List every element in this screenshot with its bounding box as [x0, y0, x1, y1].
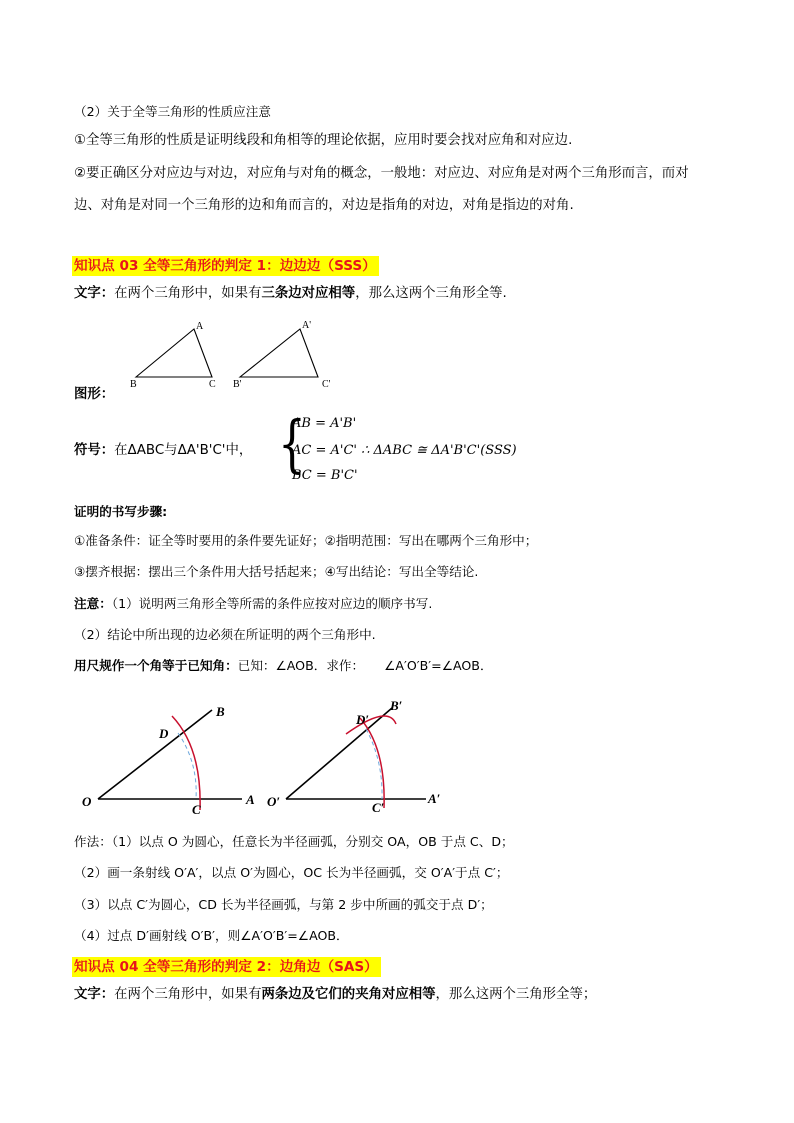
- sss-triangles-figure: [120, 315, 360, 391]
- label-b: B: [130, 379, 137, 390]
- note-2: （2）结论中所出现的边必须在所证明的两个三角形中.: [74, 627, 376, 642]
- label-c: C: [209, 379, 216, 390]
- paragraph-1: ①全等三角形的性质是证明线段和角相等的理论依据，应用时要会找对应角和对应边.: [74, 133, 573, 148]
- label-b-prime-ray: B′: [390, 698, 403, 713]
- label-a-ray: A: [246, 792, 255, 807]
- triangle-a-prime-b-prime-c-prime: [233, 320, 331, 390]
- k4-text: 文字：在两个三角形中，如果有两条边及它们的夹角对应相等，那么这两个三角形全等；: [74, 987, 597, 1002]
- figure-label: 图形：: [74, 387, 115, 402]
- label-d-prime-point: D′: [356, 712, 370, 727]
- equation-ab: AB = A'B': [292, 416, 357, 431]
- method-step-3: （3）以点 C′为圆心，CD 长为半径画弧，与第 2 步中所画的弧交于点 D′；: [74, 897, 493, 912]
- k3-text: 文字：在两个三角形中，如果有三条边对应相等，那么这两个三角形全等.: [74, 286, 507, 301]
- symbol-line: 符号：在ΔABC与ΔA'B'C'中，: [74, 443, 253, 458]
- given-angle-aob: [82, 704, 255, 817]
- heading-k3: 知识点 03 全等三角形的判定 1：边边边（SSS）: [72, 256, 379, 276]
- label-a-prime-ray: A′: [428, 791, 441, 806]
- label-a-prime: A': [302, 320, 312, 331]
- triangle-abc: [130, 321, 216, 390]
- proof-step-1: ①准备条件：证全等时要用的条件要先证好；②指明范围：写出在哪两个三角形中；: [74, 533, 538, 548]
- constructed-angle-a-prime-o-prime-b-prime: [267, 698, 441, 815]
- proof-step-2: ③摆齐根据：摆出三个条件用大括号括起来；④写出结论：写出全等结论.: [74, 564, 479, 579]
- equation-bc: BC = B'C': [292, 468, 358, 483]
- heading-k4: 知识点 04 全等三角形的判定 2：边角边（SAS）: [72, 957, 381, 977]
- proof-steps-title: 证明的书写步骤:: [74, 504, 168, 519]
- method-step-2: （2）画一条射线 O′A′，以点 O′为圆心，OC 长为半径画弧，交 O′A′于点 C′；: [74, 865, 509, 880]
- label-b-ray: B: [216, 704, 225, 719]
- angle-construction-figure: [70, 696, 470, 826]
- equation-ac: AC = A'C' ∴ ΔABC ≅ ΔA'B'C'(SSS): [292, 443, 517, 458]
- ruler-construction-title: 用尺规作一个角等于已知角：已知：∠AOB．求作： ∠A′O′B′=∠AOB．: [74, 658, 493, 673]
- label-d-point: D: [159, 726, 169, 741]
- label-a: A: [196, 321, 204, 332]
- paragraph-2b: 边、对角是对同一个三角形的边和角而言的，对边是指角的对边，对角是指边的对角.: [74, 198, 574, 213]
- section-subtitle: （2）关于全等三角形的性质应注意: [74, 104, 271, 119]
- method-step-1: 作法：（1）以点 O 为圆心，任意长为半径画弧，分别交 OA，OB 于点 C、D；: [74, 834, 514, 849]
- label-b-prime: B': [233, 379, 242, 390]
- label-c-point: C: [192, 802, 201, 817]
- method-step-4: （4）过点 D′画射线 O′B′，则∠A′O′B′=∠AOB．: [74, 928, 349, 943]
- system-brace: {: [278, 409, 306, 481]
- label-o-prime: O′: [267, 794, 281, 809]
- label-c-prime: C': [322, 379, 331, 390]
- paragraph-2a: ②要正确区分对应边与对边，对应角与对角的概念，一般地：对应边、对应角是对两个三角形而言，而对: [74, 166, 689, 181]
- note-1: 注意：（1）说明两三角形全等所需的条件应按对应边的顺序书写.: [74, 596, 433, 611]
- label-o: O: [82, 794, 92, 809]
- label-c-prime-point: C′: [372, 800, 385, 815]
